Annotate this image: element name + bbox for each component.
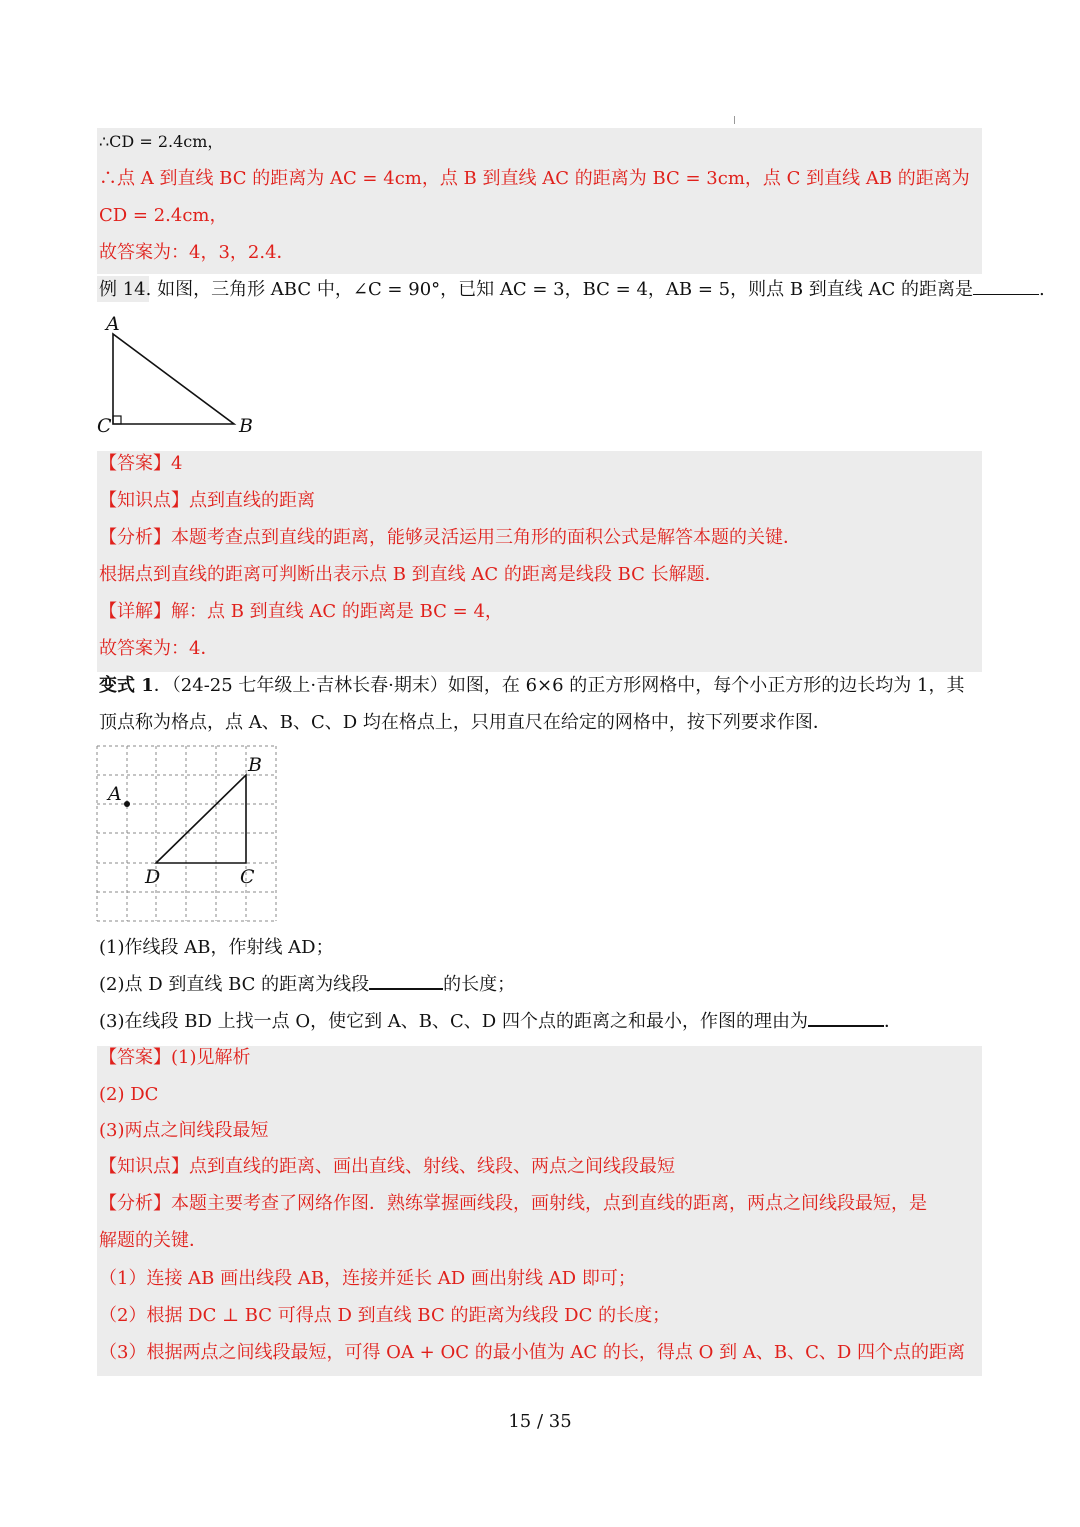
question-2-blank — [369, 974, 443, 990]
question-2 — [99, 974, 515, 996]
variant-step-1: （1）连接 AB 画出线段 AB，连接并延长 AD 画出射线 AD 即可； — [99, 1268, 636, 1289]
example-14-tag: 例 14 — [99, 279, 146, 300]
example-14-end: . — [1039, 279, 1045, 300]
point-a-dot — [124, 801, 130, 807]
analysis-text: 本题考查点到直线的距离，能够灵活运用三角形的面积公式是解答本题的关键． — [171, 527, 801, 548]
analysis-tag: 【分析】 — [99, 527, 171, 548]
variant-answer-3: (3)两点之间线段最短 — [99, 1120, 269, 1141]
question-3-blank — [808, 1011, 884, 1027]
detail-tag: 【详解】 — [99, 601, 171, 622]
variant-1-intro-1 — [99, 675, 964, 697]
answer-value: 4 — [171, 453, 183, 474]
question-2-end: 的长度； — [443, 974, 516, 995]
page-tick-mark — [734, 116, 735, 124]
triangle-abc — [113, 334, 234, 424]
variant-answer-tag: 【答案】 — [99, 1047, 171, 1068]
right-angle-mark — [113, 416, 121, 424]
example-14-question — [99, 279, 1045, 301]
question-3-text: (3)在线段 BD 上找一点 O，使它到 A、B、C、D 四个点的距离之和最小，作图的理由为 — [99, 1011, 808, 1032]
question-3-end: ． — [883, 1011, 902, 1032]
triangle-label-a: A — [106, 313, 120, 335]
example-14-analysis-1 — [99, 527, 801, 549]
detail-text: 解：点 B 到直线 AC 的距离是 BC = 4， — [171, 601, 503, 622]
answer-tag: 【答案】 — [99, 453, 171, 474]
knowledge-tag: 【知识点】 — [99, 490, 189, 511]
example-14-knowledge — [99, 490, 315, 512]
question-2-text: (2)点 D 到直线 BC 的距离为线段 — [99, 974, 370, 995]
variant-1-intro-2: 顶点称为格点，点 A、B、C、D 均在格点上，只用直尺在给定的网格中，按下列要求作图． — [99, 712, 831, 733]
example-14-conclusion: 故答案为：4． — [99, 638, 219, 659]
variant-knowledge-tag: 【知识点】 — [99, 1156, 189, 1177]
example-14-analysis-2: 根据点到直线的距离可判断出表示点 B 到直线 AC 的距离是线段 BC 长解题． — [99, 564, 723, 585]
triangle-label-b: B — [239, 415, 253, 437]
grid-label-d: D — [145, 866, 161, 888]
top-line-3: CD = 2.4cm， — [99, 205, 228, 226]
top-line-1: ∴CD = 2.4cm， — [99, 132, 224, 151]
variant-step-2: （2）根据 DC ⊥ BC 可得点 D 到直线 BC 的距离为线段 DC 的长度； — [99, 1305, 671, 1326]
variant-analysis-1 — [99, 1193, 927, 1215]
grid-label-c: C — [240, 866, 255, 888]
knowledge-text: 点到直线的距离 — [189, 490, 315, 511]
variant-analysis-2: 解题的关键． — [99, 1230, 207, 1251]
grid-label-b: B — [248, 754, 262, 776]
top-line-2: ∴点 A 到直线 BC 的距离为 AC = 4cm，点 B 到直线 AC 的距离为 BC = 3cm，点 C 到直线 AB 的距离为 — [99, 168, 970, 189]
page-number: 15 / 35 — [508, 1411, 572, 1432]
variant-answer-2: (2) DC — [99, 1084, 159, 1105]
example-solution-bg — [97, 451, 982, 672]
triangle-label-c: C — [97, 415, 112, 437]
variant-1-intro-text: ．（24-25 七年级上·吉林长春·期末）如图，在 6×6 的正方形网格中，每个小正方形的边长均为 1，其 — [153, 675, 965, 696]
top-line-4: 故答案为：4，3，2.4． — [99, 242, 295, 263]
variant-analysis-text: 本题主要考查了网络作图．熟练掌握画线段，画射线，点到直线的距离，两点之间线段最短，是 — [171, 1193, 927, 1214]
variant-answer-1 — [99, 1047, 251, 1069]
variant-knowledge — [99, 1156, 675, 1178]
example-14-answer — [99, 453, 182, 475]
example-14-detail — [99, 601, 503, 623]
question-3 — [99, 1011, 902, 1033]
variant-analysis-tag: 【分析】 — [99, 1193, 171, 1214]
variant-step-3: （3）根据两点之间线段最短，可得 OA + OC 的最小值为 AC 的长，得点 O 到 A、B、C、D 四个点的距离 — [99, 1342, 965, 1363]
example-14-answer-blank — [973, 280, 1039, 295]
grid-label-a: A — [108, 783, 122, 805]
variant-knowledge-text: 点到直线的距离、画出直线、射线、线段、两点之间线段最短 — [189, 1156, 675, 1177]
variant-answer-1-text: (1)见解析 — [171, 1047, 251, 1068]
question-1: (1)作线段 AB，作射线 AD； — [99, 937, 334, 958]
variant-1-tag: 变式 1 — [99, 675, 154, 696]
triangle-bdc — [156, 775, 246, 863]
example-14-text: . 如图，三角形 ABC 中，∠C = 90°，已知 AC = 3，BC = 4，AB = 5，则点 B 到直线 AC 的距离是 — [145, 279, 974, 300]
